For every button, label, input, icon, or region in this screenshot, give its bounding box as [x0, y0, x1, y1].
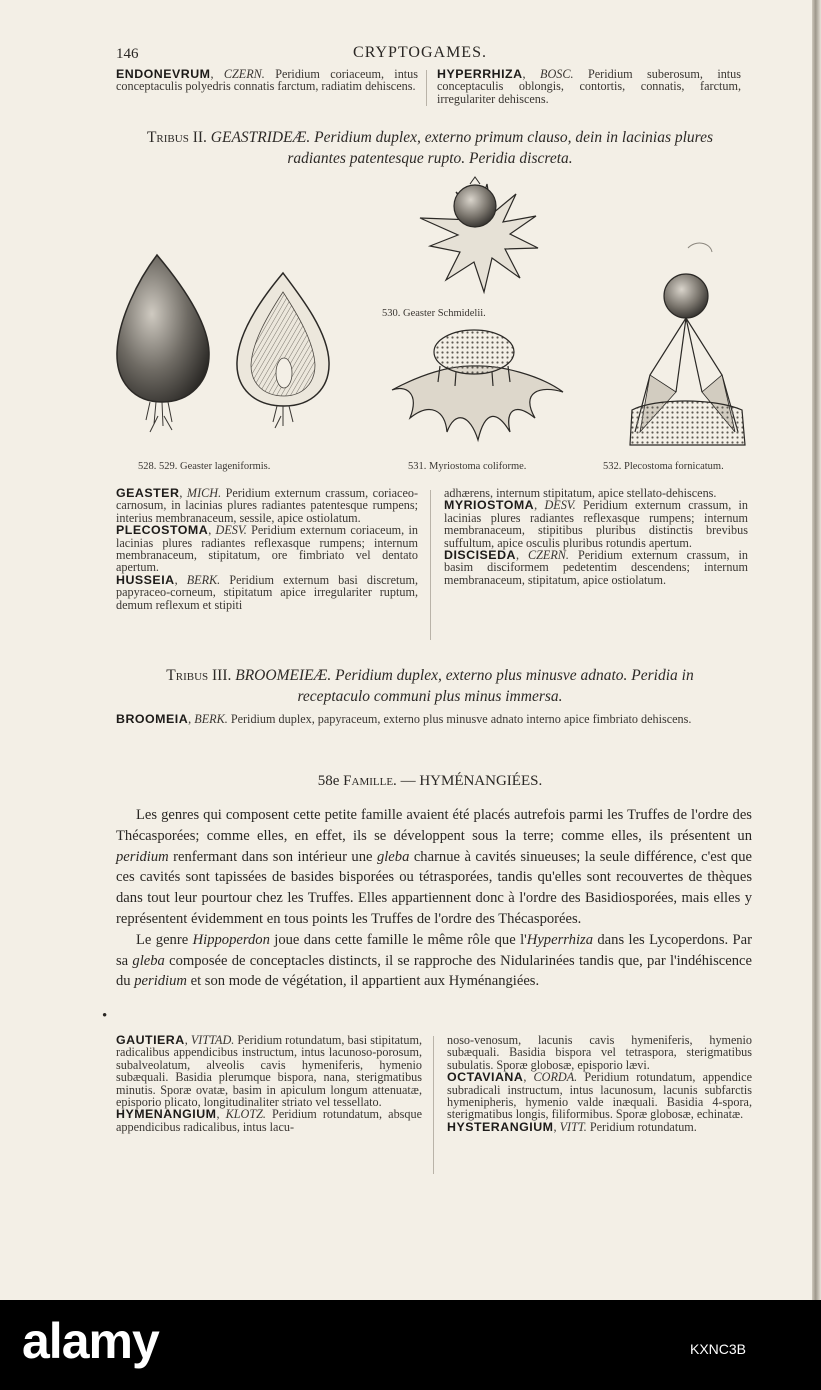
genus-author: CZERN. — [223, 67, 265, 81]
genus-author: KLOTZ. — [225, 1107, 266, 1122]
alamy-logo: alamy — [22, 1313, 159, 1369]
text-run-italic: gleba — [376, 848, 410, 865]
genus-description: Peridium externum crassum, in lacinias plures radiantes reflexasque rumpens; internum membranaceum, stipitibus pluribus distinctis brevibus suffultum, apice osculis pluribus rotundis apertum. — [444, 498, 749, 550]
caption-fig-532: 532. Plecostoma fornicatum. — [603, 461, 724, 472]
entry-endonevrum: ENDONEVRUM, CZERN. Peridium coriaceum, intus conceptaculis polyedris connatis farctum, radiatim dehiscens. — [116, 67, 419, 94]
caption-fig-530: 530. Geaster Schmidelii. — [382, 308, 486, 319]
entry-plecostoma: PLECOSTOMA, DESV. Peridium externum coriaceum, in lacinias plures radiantes reflexasque rumpens; internum membranaceum, stipitatum, ore fimbriato vel dentato apertum. — [116, 523, 418, 575]
genus-name: PLECOSTOMA — [116, 523, 209, 538]
tribus-description-2: receptaculo communi plus minus immersa. — [297, 688, 563, 705]
entry-octaviana: OCTAVIANA, CORDA. Peridium rotundatum, appendice subradicali instructum, intus lacunosum, lacunis subfarctis hymenipheris, hymenio valde inæquali. Basidia 4-spora, sterigmatibus longis, filiformibus. Sporæ globosæ, echinatæ. — [447, 1070, 752, 1122]
genus-author: DESV. — [215, 523, 247, 538]
fig-529-geaster-section — [237, 273, 329, 428]
genus-name: MYRIOSTOMA — [444, 498, 535, 513]
bottom-column-2 — [447, 1034, 752, 1133]
genus-description: Peridium rotundatum, basi stipitatum, radicalibus appendicibus instructum, intus lacunoso-porosum, subalveolatum, alveolis cavis hymeniferis, hymenio subæquali. Basidia plerumque bispora, nana, sterigmatibus minutis. Sporæ ovatæ, basim in apiculum longum attenuatæ, episporio plicato, longitudinaliter striato vel tessellato. — [116, 1033, 423, 1110]
image-id: KXNC3B — [690, 1341, 747, 1357]
genus-author: CZERN. — [528, 548, 569, 563]
tribus-name: BROOMEIEÆ. — [235, 667, 332, 684]
genus-author: VITT. — [559, 1119, 587, 1134]
entry-hysterangium: HYSTERANGIUM, VITT. Peridium rotundatum. — [447, 1119, 697, 1134]
fig-532-plecostoma-fornicatum — [630, 243, 745, 445]
paragraph-2 — [116, 930, 752, 992]
genera-column-1 — [116, 487, 418, 611]
caption-fig-528: 528. 529. Geaster lageniformis. — [138, 461, 271, 472]
tribus-name: GEASTRIDEÆ. — [210, 129, 311, 146]
entry-hymenangium: HYMENANGIUM, KLOTZ. Peridium rotundatum, absque appendicibus radicalibus, intus lacu- — [116, 1107, 422, 1134]
genus-description: Peridium externum crassum, coriaceo-carnosum, in lacinias plures radiantes patentesque rumpens; interius membranaceum, sessile, apice ostiolatum. — [116, 486, 419, 525]
tribus-broomeieae — [110, 665, 750, 707]
family-dash: — — [400, 773, 416, 789]
text-run: dans les Lycoperdons. Par sa — [116, 931, 753, 969]
tribus-label: Tribus III. — [166, 667, 232, 684]
family-number: 58e — [317, 773, 340, 789]
entry-geaster: GEASTER, MICH. Peridium externum crassum, coriaceo-carnosum, in lacinias plures radiantes patentesque rumpens; interius membranaceum, sessile, apice ostiolatum. — [116, 486, 419, 525]
genus-description: Peridium externum coriaceum, in lacinias plures radiantes reflexasque rumpens; internum membranaceum, stipitatum, ore fimbriato vel dentato apertum. — [116, 523, 418, 575]
genus-author: DESV. — [544, 498, 576, 513]
genus-name: GAUTIERA — [116, 1033, 185, 1047]
genus-author: CORDA. — [533, 1070, 578, 1085]
text-run-italic: peridium — [134, 973, 187, 990]
genus-description: Peridium rotundatum, absque appendicibus radicalibus, intus lacu- — [116, 1107, 422, 1134]
fig-530-geaster-schmidelii — [420, 177, 538, 292]
page-number: 146 — [116, 46, 139, 62]
page-edge — [812, 0, 821, 1300]
text-run: Le genre — [136, 931, 193, 948]
tribus-description-2: radiantes patentesque rupto. Peridia discreta. — [287, 150, 573, 167]
genus-name: ENDONEVRUM — [116, 67, 211, 81]
text-run-italic: gleba — [132, 952, 165, 969]
genus-name: HYMENANGIUM — [116, 1107, 217, 1122]
genus-author: BOSC. — [540, 67, 574, 81]
genus-name: DISCISEDA — [444, 548, 516, 563]
text-run: renfermant dans son intérieur une — [168, 848, 377, 865]
entry-myriostoma: MYRIOSTOMA, DESV. Peridium externum crassum, in lacinias plures radiantes reflexasque rumpens; internum membranaceum, stipitibus pluribus distinctis brevibus suffultum, apice osculis pluribus rotundis apertum. — [444, 498, 749, 550]
genus-name: GEASTER — [116, 486, 180, 500]
genus-description: Peridium externum crassum, in basim disciformem pedetentim descendens; internum membranaceum, stipitatum, apice ostiolatum. — [444, 548, 749, 587]
entry-hymenangium-continued: noso-venosum, lacunis cavis hymeniferis, hymenio subæquali. Basidia bispora vel tetraspora, sterigmatibus subulatis. Sporæ globosæ, episporio lævi. — [447, 1033, 752, 1072]
genus-name: HYSTERANGIUM — [447, 1119, 554, 1134]
text-run: Les genres qui composent cette petite famille avaient été placés autrefois parmi les Truffes de l'ordre des Thécasporées; comme elles, en effet, ils se développent sous la terre; comme elles, ils présentent un — [116, 807, 752, 844]
bottom-column-1 — [116, 1034, 422, 1133]
text-run: joue dans cette famille le même rôle que l' — [269, 931, 527, 948]
genus-name: BROOMEIA — [116, 712, 189, 726]
column-divider — [433, 1036, 434, 1174]
genus-name: OCTAVIANA — [447, 1070, 524, 1085]
genus-description: Peridium rotundatum. — [589, 1119, 697, 1134]
entry-broomeia: BROOMEIA, BERK. Peridium duplex, papyraceum, externo plus minusve adnato interno apice fimbriato dehiscens. — [116, 712, 692, 726]
entry-disciseda: DISCISEDA, CZERN. Peridium externum crassum, in basim disciformem pedetentim descendens; internum membranaceum, stipitatum, apice ostiolatum. — [444, 548, 749, 587]
caption-fig-531: 531. Myriostoma coliforme. — [408, 461, 527, 472]
family-name: HYMÉNANGIÉES. — [419, 773, 543, 789]
column-divider — [426, 70, 427, 106]
family-label: Famille. — [343, 773, 397, 789]
margin-mark: • — [102, 1008, 108, 1024]
entry-hyperrhiza: HYPERRHIZA, BOSC. Peridium suberosum, intus conceptaculis oblongis, contortis, connatis, farctum, irregulariter dehiscens. — [437, 67, 742, 106]
paragraph-1 — [116, 805, 752, 930]
text-run: composée de conceptacles distincts, il se rapproche des Nidularinées tandis que, par l'indéhiscence du — [116, 952, 752, 990]
entry-husseia: HUSSEIA, BERK. Peridium externum basi discretum, papyraceo-corneum, stipitatum apice irregulariter ruptum, demum reflexum et stipiti — [116, 572, 418, 612]
genus-author: BERK. — [194, 712, 228, 726]
family-body-text — [116, 805, 752, 992]
tribus-description-1: Peridium duplex, externo plus minusve adnato. Peridia in — [335, 667, 694, 684]
tribus-geastrideae — [110, 127, 750, 169]
text-run: et son mode de végétation, il appartient aux Hyménangiées. — [186, 973, 540, 990]
genus-name: HYPERRHIZA — [437, 67, 523, 81]
genus-author: VITTAD. — [190, 1033, 235, 1047]
entry-husseia-continued: adhærens, internum stipitatum, apice stellato-dehiscens. — [444, 486, 717, 500]
tribus-description-1: Peridium duplex, externo primum clauso, dein in lacinias plures — [314, 129, 714, 146]
genus-author: BERK. — [186, 572, 221, 587]
genus-description: Peridium suberosum, intus conceptaculis oblongis, contortis, connatis, farctum, irregulariter dehiscens. — [437, 67, 742, 106]
family-heading — [300, 773, 560, 790]
fig-528-geaster-whole — [117, 255, 209, 432]
fig-531-myriostoma-coliforme — [392, 330, 563, 440]
text-run-italic: Hyperrhiza — [526, 931, 593, 948]
column-divider — [430, 490, 431, 640]
genera-column-2 — [444, 487, 748, 586]
tribus-label: Tribus II. — [146, 129, 207, 146]
text-run: charnue à cavités sinueuses; la seule différence, c'est que ces cavités sont tapissées de basides bisporées ou tétrasporées, tandis qu'elles sont recouvertes de thèques dans tout leur pourtour chez les Truffes. Elles appartiennent donc à l'ordre des Basidiosporées, mais elles y représentent évidemment en tous points les Truffes de l'ordre des Thécasporées. — [116, 848, 753, 927]
genus-description: Peridium externum basi discretum, papyraceo-corneum, stipitatum apice irregulariter ruptum, demum reflexum et stipiti — [116, 572, 418, 612]
text-run-italic: Hippoperdon — [192, 931, 270, 948]
genus-description: Peridium duplex, papyraceum, externo plus minusve adnato interno apice fimbriato dehiscens. — [230, 712, 692, 726]
genus-name: HUSSEIA — [116, 572, 175, 587]
genus-author: MICH. — [186, 486, 222, 500]
running-title: CRYPTOGAMES. — [353, 44, 487, 61]
text-run-italic: peridium — [116, 848, 169, 865]
entry-gautiera: GAUTIERA, VITTAD. Peridium rotundatum, basi stipitatum, radicalibus appendicibus instructum, intus lacunoso-porosum, subalveolatum, alveolis cavis hymeniferis, hymenio subæquali. Basidia plerumque bispora, nana, sterigmatibus minutis. Sporæ ovatæ, basim in apiculum longum attenuatæ, episporio plicato, longitudinaliter striato vel tessellato. — [116, 1033, 423, 1110]
genus-description: Peridium coriaceum, intus conceptaculis polyedris connatis farctum, radiatim dehiscens. — [116, 67, 419, 94]
genus-description: Peridium rotundatum, appendice subradicali instructum, intus lacunosum, lacunis subfarctis hymenipheris, hymenio valde inæquali. Basidia 4-spora, sterigmatibus longis, filiformibus. Sporæ globosæ, echinatæ. — [447, 1070, 752, 1122]
